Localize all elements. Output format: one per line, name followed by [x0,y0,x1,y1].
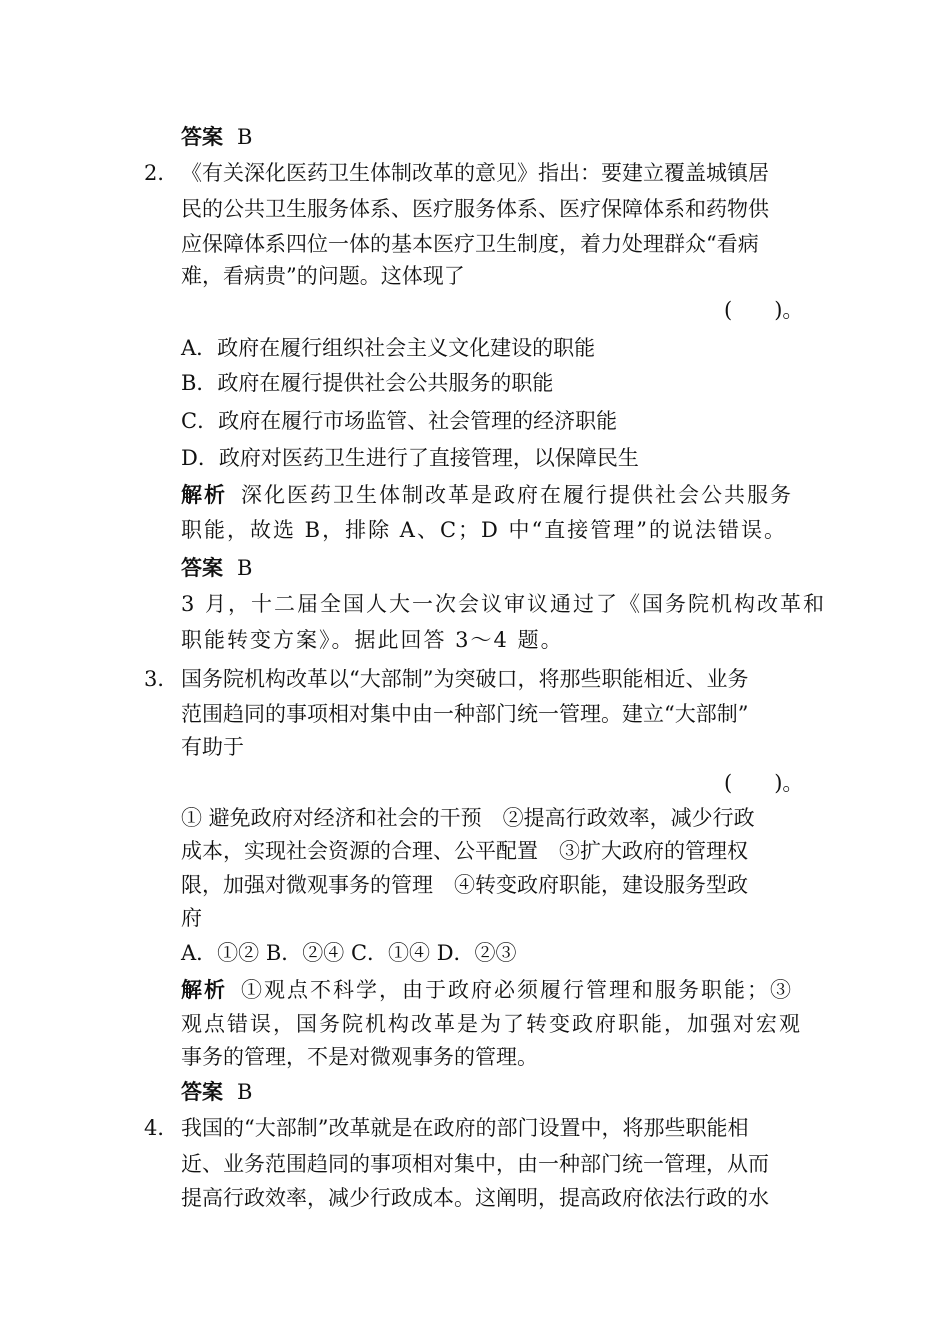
q3-statement-line: 成本，实现社会资源的合理、公平配置 ③扩大政府的管理权 [181,839,748,863]
q2-stem-line: 民的公共卫生服务体系、医疗服务体系、医疗保障体系和药物供 [181,197,769,221]
intro-line: 3 月，十二届全国人大一次会议审议通过了《国务院机构改革和 [181,592,827,616]
q3-stem-line: 有助于 [181,735,244,759]
q3-statement-line: 府 [181,906,202,930]
answer-value: B [237,556,253,580]
q2-answer-blank: ( )。 [724,298,804,322]
answer-value: B [237,125,253,149]
answer-label: 答案 [181,125,223,149]
q3-answer-blank: ( )。 [724,771,804,795]
q2-answer-line [181,558,252,579]
q4-stem-line: 提高行政效率，减少行政成本。这阐明，提高政府依法行政的水 [181,1186,769,1210]
answer-value: B [237,1080,253,1104]
q3-analysis-line [181,980,793,1001]
q3-stem-line: 范围趋同的事项相对集中由一种部门统一管理。建立“大部制” [181,702,749,726]
analysis-label: 解析 [181,978,227,1002]
analysis-text: ①观点不科学，由于政府必须履行管理和服务职能；③ [241,978,793,1002]
q2-option-a: A．政府在履行组织社会主义文化建设的职能 [181,336,596,360]
intro-line: 职能转变方案》。据此回答 3～4 题。 [181,628,564,652]
q3-stem-line: 国务院机构改革以“大部制”为突破口，将那些职能相近、业务 [181,667,749,691]
q4-number: 4． [144,1116,179,1140]
q4-stem-line: 近、业务范围趋同的事项相对集中，由一种部门统一管理，从而 [181,1152,769,1176]
analysis-text: 深化医药卫生体制改革是政府在履行提供社会公共服务 [241,483,793,507]
q2-analysis-line [181,485,793,506]
q2-stem-line: 应保障体系四位一体的基本医疗卫生制度，着力处理群众“看病 [181,232,759,256]
q1-answer-line [181,127,252,148]
q3-statement-line: ① 避免政府对经济和社会的干预 ②提高行政效率，减少行政 [181,806,755,830]
q3-answer-line [181,1082,252,1103]
q4-stem-line: 我国的“大部制”改革就是在政府的部门设置中，将那些职能相 [181,1116,749,1140]
q2-stem-line: 《有关深化医药卫生体制改革的意见》指出：要建立覆盖城镇居 [181,161,769,185]
answer-label: 答案 [181,556,223,580]
q2-analysis-line: 职能，故选 B，排除 A、C；D 中“直接管理”的说法错误。 [181,518,787,542]
q3-analysis-line: 事务的管理，不是对微观事务的管理。 [181,1045,538,1069]
q2-option-b: B．政府在履行提供社会公共服务的职能 [181,371,554,395]
q3-number: 3． [144,667,179,691]
analysis-label: 解析 [181,483,227,507]
q2-stem-line: 难，看病贵”的问题。这体现了 [181,264,465,288]
q2-option-d: D．政府对医药卫生进行了直接管理，以保障民生 [181,446,639,470]
q2-number: 2． [144,161,179,185]
answer-label: 答案 [181,1080,223,1104]
q3-analysis-line: 观点错误，国务院机构改革是为了转变政府职能，加强对宏观 [181,1012,802,1036]
q3-options: A．①② B．②④ C．①④ D．②③ [181,941,517,965]
q2-option-c: C．政府在履行市场监管、社会管理的经济职能 [181,409,618,433]
q3-statement-line: 限，加强对微观事务的管理 ④转变政府职能，建设服务型政 [181,873,748,897]
